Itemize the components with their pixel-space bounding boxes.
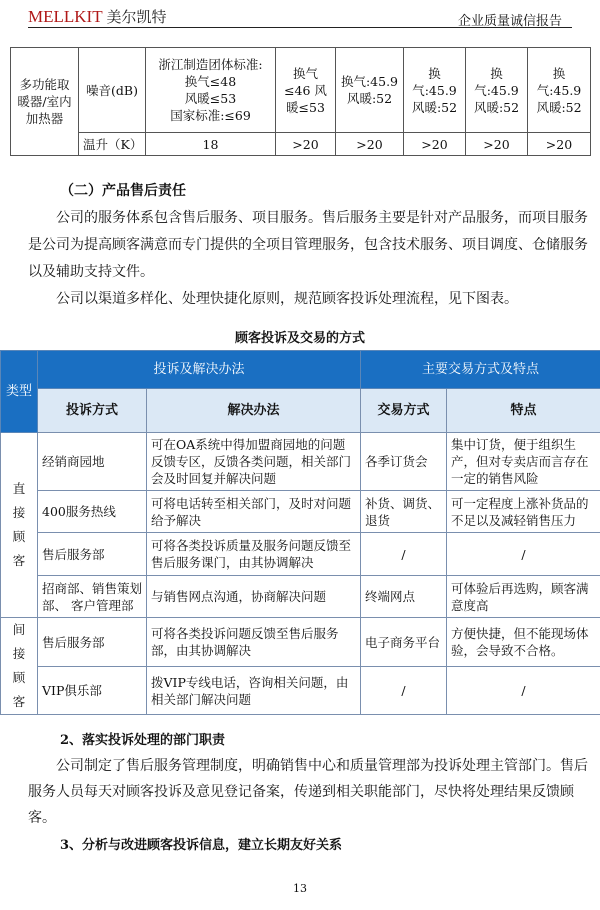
- spec-table: [10, 47, 591, 156]
- table-cell: 经销商园地: [38, 433, 147, 491]
- section-title: （二）产品售后责任: [60, 183, 186, 199]
- table-cell: 可体验后再选购，顾客满意度高: [447, 576, 600, 618]
- sub-header: 解决办法: [147, 389, 361, 433]
- subsection-title: 2、落实投诉处理的部门职责: [60, 733, 226, 748]
- value-cell: 换气:45.9 风暖:52: [336, 48, 404, 133]
- page-header: [28, 6, 572, 28]
- table-cell: 终端网点: [361, 576, 447, 618]
- table-cell: 招商部、销售策划部、 客户管理部: [38, 576, 147, 618]
- group-header: 主要交易方式及特点: [361, 351, 600, 389]
- table-row: [1, 667, 600, 715]
- table-cell: 电子商务平台: [361, 618, 447, 667]
- report-title: 企业质量诚信报告: [457, 14, 562, 29]
- table-cell: 方便快捷，但不能现场体验，会导致不合格。: [447, 618, 600, 667]
- customer-type-cell: 直接顾客: [1, 433, 38, 618]
- value-cell: 换气:45.9 风暖:52: [528, 48, 591, 133]
- product-cell: 多功能取暖器/室内加热器: [11, 48, 79, 156]
- value-cell: >20: [336, 133, 404, 156]
- customer-type-cell: 间接顾客: [1, 618, 38, 715]
- table-cell: 各季订货会: [361, 433, 447, 491]
- sub-header: 投诉方式: [38, 389, 147, 433]
- table-row: [1, 491, 600, 533]
- table-cell: 集中订货，便于组织生产，但对专卖店而言存在一定的销售风险: [447, 433, 600, 491]
- table-cell: /: [361, 533, 447, 576]
- value-cell: >20: [404, 133, 466, 156]
- subsection-title: 3、分析与改进顾客投诉信息，建立长期友好关系: [60, 838, 343, 853]
- table-cell: 可将各类投诉质量及服务问题反馈至售后服务课门，由其协调解决: [147, 533, 361, 576]
- table-row: [1, 618, 600, 667]
- table-row: [1, 533, 600, 576]
- table-cell: /: [447, 533, 600, 576]
- value-cell: 换气:45.9 风暖:52: [466, 48, 528, 133]
- item-cell: 噪音(dB): [79, 48, 146, 133]
- paragraph: 公司的服务体系包含售后服务、项目服务。售后服务主要是针对产品服务，而项目服务是公司为提高顾客满意而专门提供的全项目管理服务，包含技术服务、项目调度、仓储服务以及辅助支持文件。: [28, 210, 588, 280]
- item-cell: 温升（K）: [79, 133, 146, 156]
- table-cell: 补货、调货、退货: [361, 491, 447, 533]
- page-number: 13: [293, 882, 307, 895]
- table-row: [1, 433, 600, 491]
- table-cell: 400服务热线: [38, 491, 147, 533]
- group-header: 投诉及解决办法: [38, 351, 361, 389]
- value-cell: >20: [528, 133, 591, 156]
- table-cell: 可将各类投诉问题反馈至售后服务部，由其协调解决: [147, 618, 361, 667]
- paragraph: 公司制定了售后服务管理制度，明确销售中心和质量管理部为投诉处理主管部门。售后服务人员每天对顾客投诉及意见登记备案，传递到相关职能部门，尽快将处理结果反馈顾客。: [28, 758, 588, 826]
- standard-cell: 浙江制造团体标准: 换气≤48 风暖≤53 国家标准:≤69: [146, 48, 276, 133]
- brand-logo: MELLKIT 美尔凯特: [28, 7, 167, 26]
- table-cell: 可将电话转至相关部门，及时对问题给予解决: [147, 491, 361, 533]
- table-cell: /: [361, 667, 447, 715]
- standard-cell: 18: [146, 133, 276, 156]
- value-cell: 换气:45.9 风暖:52: [404, 48, 466, 133]
- table-cell: /: [447, 667, 600, 715]
- table-cell: VIP俱乐部: [38, 667, 147, 715]
- complaint-table: [0, 350, 600, 715]
- sub-header: 特点: [447, 389, 600, 433]
- table-cell: 售后服务部: [38, 618, 147, 667]
- value-cell: >20: [276, 133, 336, 156]
- sub-header: 交易方式: [361, 389, 447, 433]
- table-cell: 可在OA系统中得加盟商园地的问题反馈专区，反馈各类问题，相关部门会及时回复并解决问题: [147, 433, 361, 491]
- table-cell: 与销售网点沟通，协商解决问题: [147, 576, 361, 618]
- table-cell: 可一定程度上涨补货品的不足以及减轻销售压力: [447, 491, 600, 533]
- table-row: [1, 576, 600, 618]
- table-caption: 顾客投诉及交易的方式: [234, 331, 365, 346]
- table-cell: 拨VIP专线电话，咨询相关问题，由相关部门解决问题: [147, 667, 361, 715]
- value-cell: 换气≤46 风暖≤53: [276, 48, 336, 133]
- paragraph: 公司以渠道多样化、处理快捷化原则，规范顾客投诉处理流程，见下图表。: [56, 291, 518, 307]
- value-cell: >20: [466, 133, 528, 156]
- table-cell: 售后服务部: [38, 533, 147, 576]
- type-header: 类型: [1, 351, 38, 433]
